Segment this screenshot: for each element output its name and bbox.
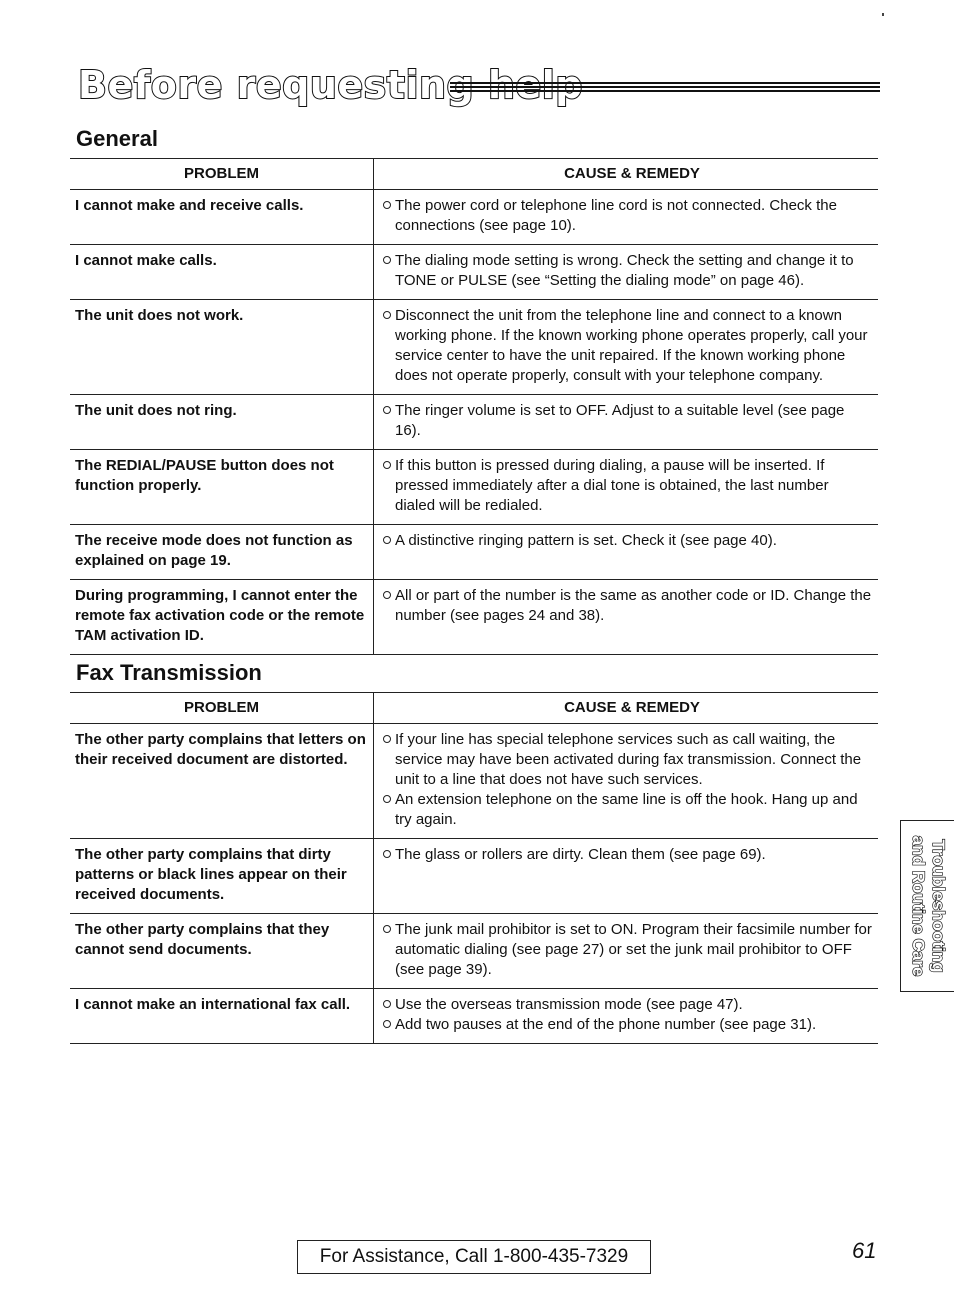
remedy-item	[386, 1015, 872, 1035]
remedy-cell	[374, 724, 879, 839]
remedy-text: If your line has special telephone services such as call waiting, the service may have been activated during fax transmission. Connect the unit to a line that does not have such services.	[395, 731, 862, 788]
remedy-text: The junk mail prohibitor is set to ON. Program their facsimile number for automatic dialing (see page 27) or set the junk mail prohibitor to OFF (see page 39).	[395, 921, 872, 978]
problem-cell: The receive mode does not function as explained on page 19.	[70, 525, 374, 580]
remedy-cell	[374, 245, 879, 300]
problem-cell: The other party complains that letters on their received document are distorted.	[70, 724, 374, 839]
remedy-item	[386, 845, 872, 865]
problem-cell: The unit does not work.	[70, 300, 374, 395]
assistance-phone-box	[297, 1240, 651, 1274]
remedy-text: A distinctive ringing pattern is set. Check it (see page 40).	[395, 532, 777, 549]
remedy-text: The ringer volume is set to OFF. Adjust to a suitable level (see page 16).	[395, 402, 845, 439]
problem-cell: During programming, I cannot enter the remote fax activation code or the remote TAM activation ID.	[70, 580, 374, 655]
table-row	[70, 190, 878, 245]
section-side-tab	[900, 820, 954, 992]
assistance-phone-text: For Assistance, Call 1-800-435-7329	[319, 1246, 629, 1267]
remedy-cell	[374, 839, 879, 914]
bullet-circle-icon	[383, 925, 391, 933]
table-row	[70, 245, 878, 300]
general-table-body	[70, 190, 878, 655]
fax-table-body	[70, 724, 878, 1044]
problem-cell: The unit does not ring.	[70, 395, 374, 450]
side-tab-label	[908, 836, 948, 977]
remedy-cell	[374, 300, 879, 395]
remedy-item	[386, 531, 872, 551]
remedy-text: The power cord or telephone line cord is not connected. Check the connections (see page 10).	[395, 197, 837, 234]
problem-cell: The other party complains that they cannot send documents.	[70, 914, 374, 989]
scan-speck	[882, 13, 884, 16]
page-number: 61	[852, 1238, 877, 1263]
problem-cell: The other party complains that dirty patterns or black lines appear on their received documents.	[70, 839, 374, 914]
table-row	[70, 580, 878, 655]
problem-cell: The REDIAL/PAUSE button does not function properly.	[70, 450, 374, 525]
bullet-circle-icon	[383, 201, 391, 209]
remedy-text: Disconnect the unit from the telephone line and connect to a known working phone. If the known working phone operates properly, call your service center to have the unit repaired. If the known working phone does not operate properly, consult with your telephone company.	[395, 307, 868, 384]
title-rule	[450, 82, 880, 92]
table-row	[70, 914, 878, 989]
remedy-cell	[374, 450, 879, 525]
bullet-circle-icon	[383, 591, 391, 599]
bullet-circle-icon	[383, 536, 391, 544]
remedy-cell	[374, 580, 879, 655]
table-row	[70, 450, 878, 525]
remedy-item	[386, 995, 872, 1015]
remedy-cell	[374, 395, 879, 450]
remedy-text: The glass or rollers are dirty. Clean them (see page 69).	[395, 846, 766, 863]
remedy-item	[386, 586, 872, 626]
table-row	[70, 839, 878, 914]
problem-cell: I cannot make calls.	[70, 245, 374, 300]
remedy-cell	[374, 190, 879, 245]
remedy-item	[386, 790, 872, 830]
fax-transmission-table	[70, 692, 878, 1044]
table-row	[70, 300, 878, 395]
table-row	[70, 724, 878, 839]
page-title: Before requesting help	[78, 63, 583, 107]
remedy-cell	[374, 525, 879, 580]
bullet-circle-icon	[383, 1000, 391, 1008]
remedy-text: The dialing mode setting is wrong. Check the setting and change it to TONE or PULSE (see “Setting the dialing mode” on page 46).	[395, 252, 854, 289]
remedy-cell	[374, 989, 879, 1044]
table-row	[70, 525, 878, 580]
side-tab-line-1: Troubleshooting	[928, 839, 948, 973]
remedy-text: Add two pauses at the end of the phone number (see page 31).	[395, 1016, 817, 1033]
bullet-circle-icon	[383, 256, 391, 264]
remedy-column-header: CAUSE & REMEDY	[374, 159, 879, 190]
remedy-text: Use the overseas transmission mode (see page 47).	[395, 996, 743, 1013]
remedy-item	[386, 456, 872, 516]
bullet-circle-icon	[383, 406, 391, 414]
table-row	[70, 395, 878, 450]
general-table	[70, 158, 878, 655]
bullet-circle-icon	[383, 461, 391, 469]
remedy-text: If this button is pressed during dialing, a pause will be inserted. If pressed immediately after a dial tone is obtained, the last number dialed will be redialed.	[395, 457, 829, 514]
remedy-cell	[374, 914, 879, 989]
bullet-circle-icon	[383, 850, 391, 858]
bullet-circle-icon	[383, 311, 391, 319]
bullet-circle-icon	[383, 1020, 391, 1028]
bullet-circle-icon	[383, 795, 391, 803]
remedy-item	[386, 920, 872, 980]
side-tab-line-2: and Routine Care	[908, 835, 928, 977]
problem-column-header: PROBLEM	[70, 693, 374, 724]
table-header-row	[70, 693, 878, 724]
table-header-row	[70, 159, 878, 190]
bullet-circle-icon	[383, 735, 391, 743]
problem-cell: I cannot make an international fax call.	[70, 989, 374, 1044]
remedy-item	[386, 401, 872, 441]
general-heading: General	[76, 126, 158, 151]
remedy-item	[386, 196, 872, 236]
remedy-column-header: CAUSE & REMEDY	[374, 693, 879, 724]
fax-transmission-heading: Fax Transmission	[76, 660, 262, 685]
remedy-text: All or part of the number is the same as another code or ID. Change the number (see pages 24 and 38).	[395, 587, 872, 624]
problem-column-header: PROBLEM	[70, 159, 374, 190]
remedy-item	[386, 251, 872, 291]
remedy-item	[386, 306, 872, 386]
remedy-text: An extension telephone on the same line is off the hook. Hang up and try again.	[395, 791, 858, 828]
table-row	[70, 989, 878, 1044]
remedy-item	[386, 730, 872, 790]
problem-cell: I cannot make and receive calls.	[70, 190, 374, 245]
